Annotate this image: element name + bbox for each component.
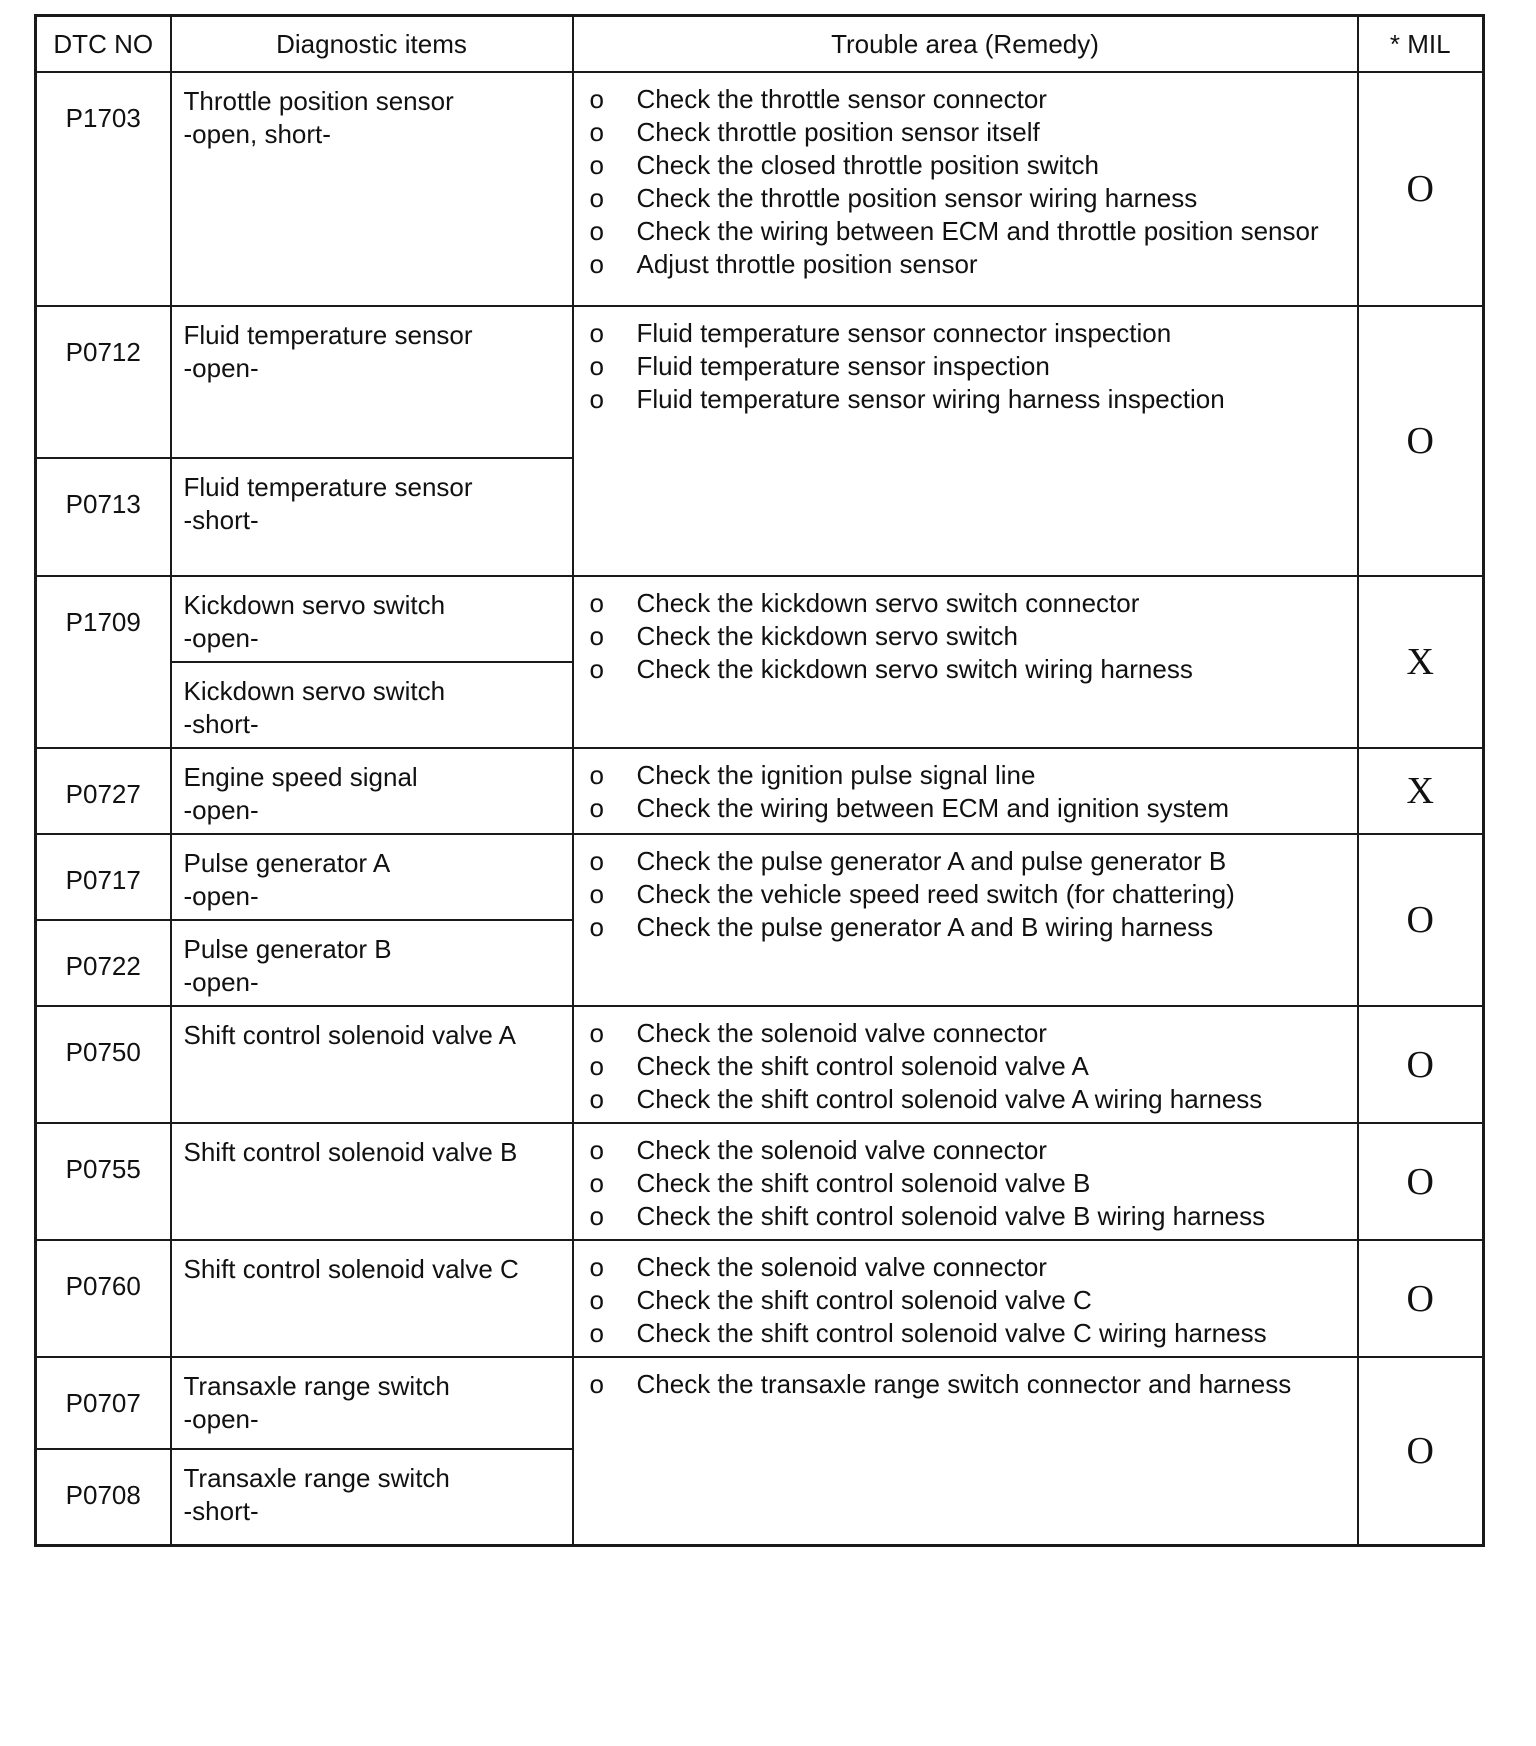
mil-indicator: X [1358,748,1484,834]
diagnostic-item-name: Transaxle range switch [183,1371,450,1401]
table-row [36,72,1484,306]
remedy-text: Check the ignition pulse signal line [636,760,1036,790]
remedy-item [588,587,1343,620]
diagnostic-item [171,576,573,662]
remedy-list [588,845,1343,944]
mil-indicator: O [1358,1006,1484,1123]
bullet-icon: o [589,117,604,147]
dtc-table [34,14,1485,1547]
header-row [36,16,1484,73]
table-row [36,1123,1484,1240]
trouble-area [573,1006,1358,1123]
diagnostic-item [171,72,573,306]
remedy-item [588,1200,1343,1233]
trouble-area [573,834,1358,1006]
dtc-code: P1709 [36,576,171,748]
dtc-table-body [36,72,1484,1545]
dtc-code: P0727 [36,748,171,834]
bullet-icon: o [589,249,604,279]
remedy-list [588,1017,1343,1116]
remedy-text: Adjust throttle position sensor [636,249,978,279]
dtc-code: P0755 [36,1123,171,1240]
diagnostic-item-name: Fluid temperature sensor [183,320,473,350]
remedy-text: Check the shift control solenoid valve C wiring harness [636,1318,1267,1348]
diagnostic-item-name: Fluid temperature sensor [183,472,473,502]
bullet-icon: o [589,183,604,213]
dtc-code: P0717 [36,834,171,920]
diagnostic-item [171,1357,573,1449]
trouble-area [573,306,1358,576]
remedy-item [588,1317,1343,1350]
diagnostic-item [171,662,573,748]
dtc-document [34,14,1482,1547]
bullet-icon: o [589,621,604,651]
bullet-icon: o [589,846,604,876]
diagnostic-item [171,748,573,834]
diagnostic-item-name: Throttle position sensor [183,86,454,116]
dtc-code: P0712 [36,306,171,458]
bullet-icon: o [589,1285,604,1315]
remedy-item [588,215,1343,248]
bullet-icon: o [589,84,604,114]
dtc-code: P0750 [36,1006,171,1123]
remedy-list [588,759,1343,825]
table-row [36,576,1484,662]
mil-indicator: O [1358,1123,1484,1240]
diagnostic-item-name: Pulse generator A [183,848,391,878]
remedy-text: Check the pulse generator A and B wiring harness [636,912,1214,942]
bullet-icon: o [589,1252,604,1282]
mil-indicator: X [1358,576,1484,748]
bullet-icon: o [589,216,604,246]
mil-indicator: O [1358,834,1484,1006]
diagnostic-item [171,1123,573,1240]
remedy-item [588,759,1343,792]
diagnostic-item [171,458,573,576]
diagnostic-item-condition: -open- [183,623,259,653]
table-row [36,748,1484,834]
diagnostic-item [171,834,573,920]
bullet-icon: o [589,879,604,909]
remedy-item [588,248,1343,281]
header-dtc-no: DTC NO [36,16,171,73]
dtc-code: P0708 [36,1449,171,1545]
table-row [36,1006,1484,1123]
remedy-text: Check the shift control solenoid valve B wiring harness [636,1201,1266,1231]
diagnostic-item-condition: -short- [183,709,259,739]
mil-indicator: O [1358,306,1484,576]
remedy-text: Check the kickdown servo switch wiring harness [636,654,1193,684]
remedy-text: Check the wiring between ECM and throttle position sensor [636,216,1319,246]
diagnostic-item-condition: -open- [183,795,259,825]
diagnostic-item-condition: -short- [183,505,259,535]
remedy-text: Check the shift control solenoid valve B [636,1168,1091,1198]
diagnostic-item-name: Shift control solenoid valve B [183,1137,518,1167]
bullet-icon: o [589,150,604,180]
remedy-item [588,317,1343,350]
bullet-icon: o [589,384,604,414]
remedy-item [588,350,1343,383]
bullet-icon: o [589,351,604,381]
diagnostic-item-name: Kickdown servo switch [183,676,446,706]
remedy-text: Check the vehicle speed reed switch (for chattering) [636,879,1235,909]
bullet-icon: o [589,1318,604,1348]
remedy-item [588,83,1343,116]
remedy-text: Check the transaxle range switch connector and harness [636,1369,1292,1399]
trouble-area [573,72,1358,306]
remedy-item [588,620,1343,653]
remedy-text: Check the shift control solenoid valve C [636,1285,1092,1315]
bullet-icon: o [589,654,604,684]
remedy-item [588,878,1343,911]
remedy-text: Check the pulse generator A and pulse generator B [636,846,1227,876]
diagnostic-item [171,1006,573,1123]
remedy-text: Check the shift control solenoid valve A [636,1051,1089,1081]
diagnostic-item-name: Shift control solenoid valve C [183,1254,519,1284]
remedy-text: Check throttle position sensor itself [636,117,1040,147]
remedy-text: Check the throttle sensor connector [636,84,1047,114]
remedy-item [588,116,1343,149]
remedy-text: Check the solenoid valve connector [636,1252,1047,1282]
remedy-item [588,792,1343,825]
trouble-area [573,1357,1358,1545]
remedy-item [588,1017,1343,1050]
table-row [36,1357,1484,1449]
mil-indicator: O [1358,1240,1484,1357]
diagnostic-item [171,920,573,1006]
remedy-item [588,1050,1343,1083]
bullet-icon: o [589,1051,604,1081]
bullet-icon: o [589,1135,604,1165]
bullet-icon: o [589,793,604,823]
diagnostic-item-condition: -open, short- [183,119,331,149]
trouble-area [573,748,1358,834]
dtc-code: P0713 [36,458,171,576]
table-row [36,834,1484,920]
header-trouble-area: Trouble area (Remedy) [573,16,1358,73]
remedy-text: Check the throttle position sensor wiring harness [636,183,1198,213]
remedy-text: Fluid temperature sensor inspection [636,351,1050,381]
bullet-icon: o [589,1168,604,1198]
bullet-icon: o [589,588,604,618]
remedy-list [588,1251,1343,1350]
remedy-list [588,83,1343,281]
diagnostic-item [171,1240,573,1357]
bullet-icon: o [589,1201,604,1231]
dtc-code: P0707 [36,1357,171,1449]
header-mil: * MIL [1358,16,1484,73]
diagnostic-item-condition: -open- [183,1404,259,1434]
dtc-code: P0722 [36,920,171,1006]
remedy-list [588,317,1343,416]
dtc-code: P1703 [36,72,171,306]
table-row [36,1240,1484,1357]
bullet-icon: o [589,760,604,790]
remedy-item [588,653,1343,686]
remedy-item [588,149,1343,182]
diagnostic-item [171,1449,573,1545]
remedy-item [588,1284,1343,1317]
remedy-list [588,587,1343,686]
remedy-text: Fluid temperature sensor connector inspection [636,318,1172,348]
remedy-item [588,845,1343,878]
remedy-text: Check the kickdown servo switch [636,621,1018,651]
bullet-icon: o [589,1018,604,1048]
remedy-text: Check the shift control solenoid valve A wiring harness [636,1084,1263,1114]
trouble-area [573,1240,1358,1357]
header-diagnostic-items: Diagnostic items [171,16,573,73]
remedy-item [588,383,1343,416]
bullet-icon: o [589,1084,604,1114]
diagnostic-item-condition: -open- [183,967,259,997]
diagnostic-item-name: Transaxle range switch [183,1463,450,1493]
trouble-area [573,576,1358,748]
mil-indicator: O [1358,72,1484,306]
table-row [36,306,1484,458]
dtc-code: P0760 [36,1240,171,1357]
bullet-icon: o [589,912,604,942]
remedy-text: Check the solenoid valve connector [636,1018,1047,1048]
remedy-item [588,1134,1343,1167]
diagnostic-item [171,306,573,458]
remedy-text: Check the closed throttle position switch [636,150,1099,180]
bullet-icon: o [589,318,604,348]
trouble-area [573,1123,1358,1240]
diagnostic-item-condition: -open- [183,881,259,911]
remedy-item [588,911,1343,944]
remedy-text: Check the wiring between ECM and ignition system [636,793,1230,823]
diagnostic-item-condition: -short- [183,1496,259,1526]
remedy-item [588,182,1343,215]
remedy-list [588,1134,1343,1233]
bullet-icon: o [589,1369,604,1399]
remedy-text: Fluid temperature sensor wiring harness inspection [636,384,1225,414]
mil-indicator: O [1358,1357,1484,1545]
diagnostic-item-name: Engine speed signal [183,762,418,792]
diagnostic-item-name: Shift control solenoid valve A [183,1020,516,1050]
remedy-item [588,1251,1343,1284]
remedy-item [588,1083,1343,1116]
remedy-item [588,1167,1343,1200]
remedy-text: Check the kickdown servo switch connector [636,588,1140,618]
remedy-text: Check the solenoid valve connector [636,1135,1047,1165]
remedy-list [588,1368,1343,1401]
remedy-item [588,1368,1343,1401]
diagnostic-item-name: Pulse generator B [183,934,392,964]
diagnostic-item-condition: -open- [183,353,259,383]
diagnostic-item-name: Kickdown servo switch [183,590,446,620]
